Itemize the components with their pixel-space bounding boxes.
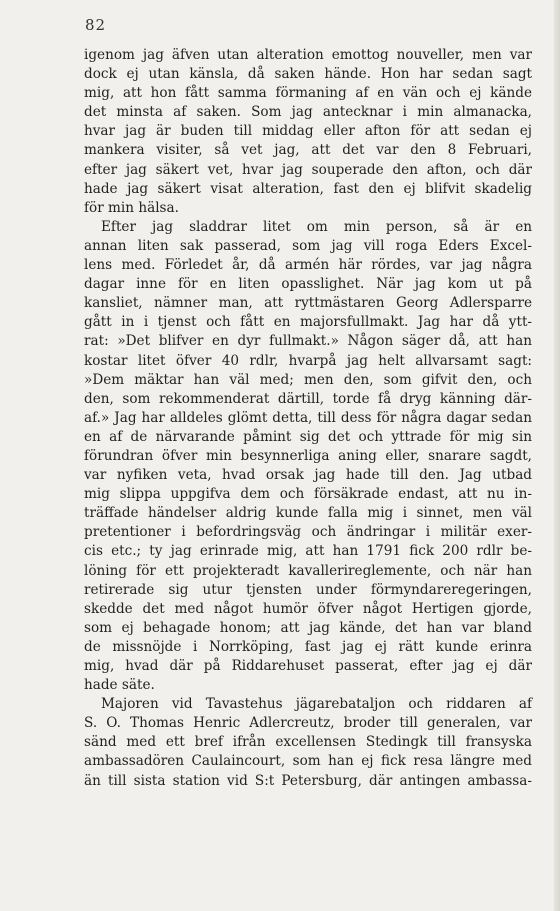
text-line: »Dem mäktar han väl med; men den, som gifvit den, och	[84, 371, 532, 388]
text-line: ambassadören Caulaincourt, som han ej fick resa längre med	[84, 753, 532, 770]
text-line: kansliet, nämner man, att ryttmästaren Georg Adlersparre	[84, 295, 532, 312]
text-line: mig slippa uppgifva dem och försäkrade endast, att nu in-	[84, 486, 532, 503]
text-line: för min hälsa.	[84, 199, 179, 216]
text-line: Efter jag sladdrar litet om min person, så är en	[101, 218, 532, 235]
text-line: pretentioner i befordringsväg och ändringar i militär exer-	[84, 524, 532, 541]
text-line: Majoren vid Tavastehus jägarebataljon och riddaren af	[101, 696, 532, 713]
text-line: kostar litet öfver 40 rdlr, hvarpå jag helt allvarsamt sagt:	[84, 352, 532, 369]
text-line: som ej behagade honom; att jag kände, det han var bland	[84, 619, 532, 636]
body-text	[84, 46, 532, 791]
text-line: igenom jag äfven utan alteration emottog nouveller, men var	[84, 47, 532, 63]
text-line: gått in i tjenst och fått en majorsfullmakt. Jag har då ytt-	[84, 314, 532, 331]
text-line: dagar inne för en liten opasslighet. När jag kom ut på	[84, 276, 532, 293]
text-line: mig, hvad där på Riddarehuset passerat, efter jag ej där	[84, 658, 532, 674]
text-line: mig, att hon fått samma förmaning af en vän och ej kände	[84, 85, 532, 102]
text-line: än till sista station vid S:t Petersburg, där antingen ambassa-	[84, 772, 532, 789]
text-line: hvar jag är buden till middag eller afton för att sedan ej	[84, 123, 532, 140]
page-number: 82	[85, 16, 107, 34]
text-line: den, som rekommenderat därtill, torde få dryg känning där-	[84, 390, 532, 407]
text-line: träffade händelser aldrig kunde falla mig i sinnet, men väl	[84, 505, 532, 522]
text-line: de missnöjde i Norrköping, fast jag ej rätt kunde erinra	[84, 638, 532, 655]
text-line: efter jag säkert vet, hvar jag souperade den afton, och där	[84, 161, 532, 178]
text-line: S. O. Thomas Henric Adlercreutz, broder till generalen, var	[84, 715, 532, 732]
text-line: hade säte.	[84, 677, 155, 694]
text-line: var nyfiken veta, hvad orsak jag hade till den. Jag utbad	[84, 467, 532, 484]
text-line: dock ej utan känsla, då saken hände. Hon har sedan sagt	[84, 66, 532, 83]
text-line: en af de närvarande påmint sig det och yttrade för mig sin	[84, 428, 532, 445]
text-line: af.» Jag har alldeles glömt detta, till dess för några dagar sedan	[84, 409, 532, 426]
text-line: skedde det med något humör öfver något Hertigen gjorde,	[84, 600, 532, 617]
text-line: annan liten sak passerad, som jag vill roga Eders Excel-	[84, 237, 532, 254]
text-line: cis etc.; ty jag erinrade mig, att han 1791 fick 200 rdlr be-	[84, 543, 532, 560]
text-line: rat: »Det blifver en dyr fullmakt.» Någon säger då, att han	[84, 333, 532, 350]
text-line: förundran öfver min besynnerliga aning eller, snarare sagdt,	[84, 447, 532, 464]
text-line: hade jag säkert visat alteration, fast den ej blifvit skadelig	[84, 180, 532, 197]
text-line: mankera visiter, så vet jag, att det var den 8 Februari,	[84, 142, 532, 159]
text-line: retirerade sig utur tjensten under förmyndareregeringen,	[84, 581, 532, 598]
page-edge	[554, 0, 560, 911]
text-line: löning för ett projekteradt kavallerireglemente, och när han	[84, 562, 532, 579]
text-line: sänd med ett bref ifrån excellensen Stedingk till fransyska	[84, 734, 532, 751]
text-line: lens med. Förledet år, då armén här rördes, var jag några	[84, 257, 532, 274]
text-line: det minsta af saken. Som jag antecknar i min almanacka,	[84, 104, 532, 121]
